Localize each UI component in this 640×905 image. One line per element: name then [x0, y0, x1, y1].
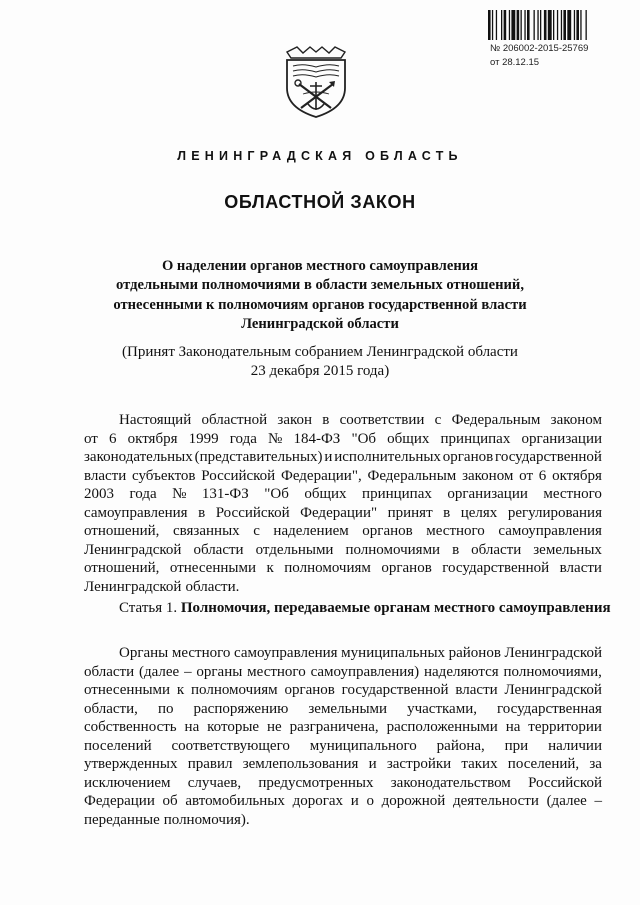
text-line: Органы местного самоуправления муниципальных районов Ленинградской	[119, 645, 602, 661]
registration-date: от 28.12.15	[490, 57, 540, 68]
barcode-bar	[511, 10, 515, 40]
text-line: 2003 года № 131-ФЗ "Об общих принципах организации местного	[84, 486, 602, 502]
text-line: утвержденных правил землепользования и застройки таких поселений, за	[84, 756, 602, 772]
barcode-bar	[586, 10, 587, 40]
text-line: власти субъектов Российской Федерации", Федеральным законом от 6 октября	[84, 467, 602, 484]
barcode-bar	[540, 10, 541, 40]
article-1-title: Полномочия, передаваемые органам местного самоуправления	[180, 600, 611, 616]
barcode-bar	[527, 10, 530, 40]
adoption-note-line: 23 декабря 2015 года)	[250, 362, 390, 379]
barcode-bar	[561, 10, 562, 40]
law-subject-line: О наделении органов местного самоуправления	[161, 258, 479, 274]
barcode-bar	[496, 10, 497, 40]
text-line: от 6 октября 1999 года № 184-ФЗ "Об общих принципах организации	[84, 430, 602, 447]
barcode-bar	[548, 10, 552, 40]
text-line: Настоящий областной закон в соответствии с Федеральным законом	[119, 412, 602, 428]
registration-number: № 206002-2015-25769	[490, 43, 589, 54]
barcode-bar	[492, 10, 493, 40]
law-subject-line: отдельными полномочиями в области земельных отношений,	[116, 277, 524, 294]
article-1-heading	[119, 600, 611, 617]
text-line: Ленинградской области отдельными полномочиями в области земельных	[84, 541, 602, 558]
text-line: переданные полномочия).	[84, 811, 250, 828]
article-1-label: Статья 1.	[119, 600, 178, 616]
leningrad-oblast-coat-of-arms-icon	[279, 44, 353, 120]
text-line: исключением случаев, предусмотренных законодательством Российской	[84, 774, 602, 791]
barcode-bar	[553, 10, 554, 40]
text-line: Федерации об автомобильных дорогах и о дорожной деятельности (далее –	[84, 793, 602, 809]
barcode-bar	[504, 10, 507, 40]
barcode-bar	[488, 10, 491, 40]
barcode-bar	[521, 10, 522, 40]
barcode-bar	[576, 10, 579, 40]
barcode-bar	[524, 10, 525, 40]
adoption-note-line: (Принят Законодательным собранием Ленинградской области	[122, 344, 518, 360]
text-line: отношений, отнесенными к полномочиям органов государственной власти	[84, 560, 602, 576]
barcode-bar	[563, 10, 566, 40]
barcode-bar	[517, 10, 520, 40]
law-subject-line: Ленинградской области	[241, 316, 399, 333]
adoption-note	[60, 343, 580, 380]
barcode-bar	[509, 10, 510, 40]
law-title: ОБЛАСТНОЙ ЗАКОН	[224, 192, 416, 212]
preamble-paragraph	[84, 411, 602, 596]
text-line: законодательных (представительных) и исполнительных органов государственной	[84, 449, 602, 465]
barcode-bar	[574, 10, 575, 40]
text-line: области (далее – органы местного самоуправления) наделяются полномочиями,	[84, 663, 602, 680]
barcode-icon	[488, 10, 620, 44]
barcode-bar	[544, 10, 547, 40]
text-line: отношений, связанных с наделением органов местного самоуправления	[84, 523, 602, 539]
text-line: самоуправления в Российской Федерации" принят в целях регулирования	[84, 504, 602, 521]
barcode-bar	[557, 10, 558, 40]
barcode-bar	[567, 10, 571, 40]
text-line: поселений соответствующего муниципального района, при наличии	[84, 737, 602, 754]
barcode-bar	[534, 10, 535, 40]
barcode-bar	[537, 10, 538, 40]
text-line: отнесенными к полномочиям органов государственной власти Ленинградской	[84, 682, 602, 698]
barcode-bar	[580, 10, 581, 40]
law-subject-line: отнесенными к полномочиям органов государственной власти	[113, 296, 527, 313]
text-line: собственность на которые не разграничена, расположенными на территории	[84, 719, 602, 735]
region-name: ЛЕНИНГРАДСКАЯ ОБЛАСТЬ	[177, 149, 463, 163]
text-line: области, по распоряжению земельными участками, государственная	[84, 700, 602, 717]
law-subject	[60, 257, 580, 335]
barcode-bar	[501, 10, 502, 40]
article-1-paragraph	[84, 644, 602, 829]
text-line: Ленинградской области.	[84, 578, 240, 595]
